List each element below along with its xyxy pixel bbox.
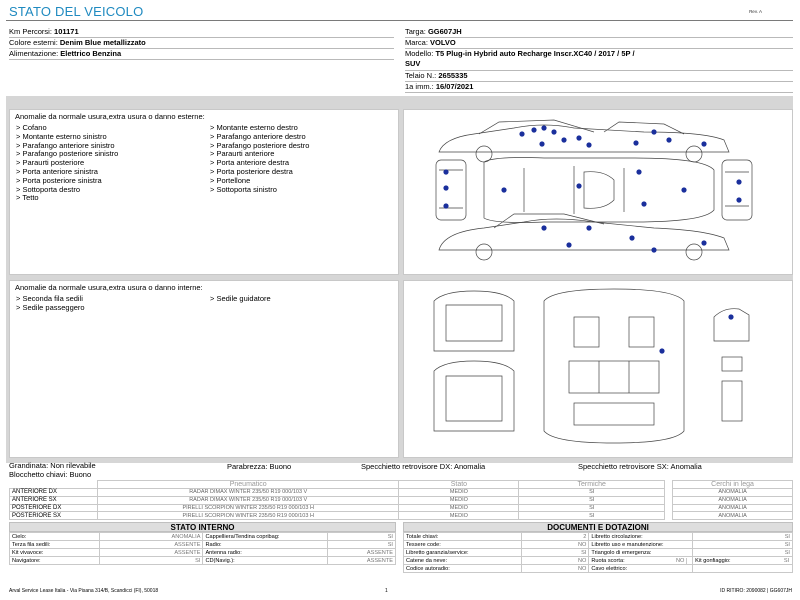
table-row: Terza fila sedili: ASSENTE Radio: SI xyxy=(10,541,396,549)
footer-page-number: 1 xyxy=(385,588,388,594)
specchietto-sx-status: Specchietto retrovisore SX: Anomalia xyxy=(578,462,702,471)
list-item: > Parafango anteriore sinistro xyxy=(16,140,115,150)
status-left xyxy=(9,462,96,479)
targa-row: Targa: GG607JH xyxy=(405,27,793,38)
modello-value: T5 Plug-in Hybrid auto Recharge Inscr.XC40 / 2017 / 5P / xyxy=(435,49,635,58)
table-row: Navigatore: SI CD(Navig.): ASSENTE xyxy=(10,557,396,565)
marca-row: Marca: VOLVO xyxy=(405,38,793,49)
alimentazione-row: Alimentazione: Elettrico Benzina xyxy=(9,49,394,60)
external-list-col1 xyxy=(16,124,118,203)
table-row: ANTERIORE DX RADAR DIMAX WINTER 235/50 R19 000/103 V MEDIO SI ANOMALIA xyxy=(10,489,793,497)
telaio-value: 2655335 xyxy=(438,71,468,80)
list-item: > Parafango posteriore destro xyxy=(210,140,310,150)
footer-id-ritiro: ID RITIRO: 2090082 | GG607JH xyxy=(720,588,792,594)
internal-damage-diagram xyxy=(403,280,793,458)
external-list-col2 xyxy=(210,124,309,194)
page-title: STATO DEL VEICOLO xyxy=(9,4,144,19)
list-item: > Paraurti posteriore xyxy=(16,158,85,168)
external-anomalies-title: Anomalie da normale usura,extra usura o danno esterne: xyxy=(15,112,205,121)
list-item: > Parafango posteriore sinistro xyxy=(16,149,119,159)
footer-company: Arval Service Lease Italia - Via Pisana 314/B, Scandicci (FI), 50018 xyxy=(9,588,159,594)
documenti-title: DOCUMENTI E DOTAZIONI xyxy=(403,522,793,532)
specchietto-dx-status: Specchietto retrovisore DX: Anomalia xyxy=(361,462,486,471)
list-item: > Porta posteriore destra xyxy=(210,166,293,176)
car-interior-diagram xyxy=(404,281,792,457)
title-divider xyxy=(6,20,793,21)
table-row: POSTERIORE SX PIRELLI SCORPION WINTER 235/50 R19 000/103 H MEDIO SI ANOMALIA xyxy=(10,512,793,520)
immatricolazione-row: 1a imm.: 16/07/2021 xyxy=(405,82,793,93)
parabrezza-status: Parabrezza: Buono xyxy=(227,462,292,471)
list-item: > Montante esterno destro xyxy=(210,123,298,132)
list-item: > Porta anteriore destra xyxy=(210,158,290,168)
list-item: > Tetto xyxy=(16,193,39,203)
colore-row: Colore esterni: Denim Blue metallizzato xyxy=(9,38,394,49)
list-item: > Porta anteriore sinistra xyxy=(16,166,98,176)
list-item: > Parafango anteriore destro xyxy=(210,131,306,141)
list-item: > Seconda fila sedili xyxy=(16,294,83,303)
modello-value-cont: SUV xyxy=(405,59,421,68)
list-item: > Sottoporta destro xyxy=(16,184,80,194)
table-row: Codice autoradio: NO Cavo elettrico: xyxy=(404,565,793,573)
list-item: > Montante esterno sinistro xyxy=(16,131,107,141)
external-anomalies-panel xyxy=(9,109,399,275)
modello-row: Modello: T5 Plug-in Hybrid auto Recharge Inscr.XC40 / 2017 / 5P / SUV xyxy=(405,49,793,71)
internal-list-col2 xyxy=(210,295,271,304)
stato-interno-table xyxy=(9,532,396,565)
col-header-cerchi: Cerchi in lega xyxy=(673,481,793,489)
table-row: POSTERIORE DX PIRELLI SCORPION WINTER 235/50 R19 000/103 H MEDIO SI ANOMALIA xyxy=(10,504,793,512)
stato-interno-title: STATO INTERNO xyxy=(9,522,396,532)
table-row: ANTERIORE SX RADAR DIMAX WINTER 235/50 R19 000/103 V MEDIO SI ANOMALIA xyxy=(10,496,793,504)
table-row: Totale chiavi: 2 Libretto circolazione: SI xyxy=(404,533,793,541)
blocchetto-status: Blocchetto chiavi: Buono xyxy=(9,469,92,479)
col-header-stato: Stato xyxy=(399,481,519,489)
km-value: 101171 xyxy=(54,27,79,36)
telaio-row: Telaio N.: 2655335 xyxy=(405,71,793,82)
documenti-box xyxy=(403,522,793,573)
grandinata-status: Grandinata: Non rilevabile xyxy=(9,461,96,470)
table-row: Libretto garanzia/service: SI Triangolo di emergenza: SI xyxy=(404,549,793,557)
car-exterior-diagram xyxy=(404,110,792,274)
colore-value: Denim Blue metallizzato xyxy=(59,38,146,47)
documenti-table xyxy=(403,532,793,573)
table-row: Kit vivavoce: ASSENTE Antenna radio: ASSENTE xyxy=(10,549,396,557)
external-damage-diagram xyxy=(403,109,793,275)
km-row: Km Percorsi: 101171 xyxy=(9,27,394,38)
list-item: > Sedile guidatore xyxy=(210,294,271,303)
tyres-header-row xyxy=(10,481,793,489)
revision-label: Rev. A xyxy=(749,9,762,14)
internal-anomalies-panel xyxy=(9,280,399,458)
table-row: Tessere code: NO Libretto uso e manutenzione: SI xyxy=(404,541,793,549)
internal-anomalies-title: Anomalie da normale usura,extra usura o danno interne: xyxy=(15,283,203,292)
col-header-pneumatico: Pneumatico xyxy=(97,481,399,489)
tyres-table xyxy=(9,480,793,520)
immatricolazione-value: 16/07/2021 xyxy=(435,82,474,91)
targa-value: GG607JH xyxy=(427,27,462,36)
list-item: > Porta posteriore sinistra xyxy=(16,175,102,185)
table-row: Cielo: ANOMALIA Cappelliera/Tendina copribag: SI xyxy=(10,533,396,541)
marca-value: VOLVO xyxy=(430,38,456,47)
list-item: > Sottoporta sinistro xyxy=(210,184,277,194)
stato-interno-box xyxy=(9,522,396,565)
internal-list-col1 xyxy=(16,295,85,313)
list-item: > Cofano xyxy=(16,123,47,132)
list-item: > Portellone xyxy=(210,175,251,185)
table-row: Catene da neve: NO Ruota scorta: NO Kit gonfiaggio: SI xyxy=(404,557,793,565)
alimentazione-value: Elettrico Benzina xyxy=(60,49,122,58)
list-item: > Sedile passeggero xyxy=(16,302,85,312)
list-item: > Paraurti anteriore xyxy=(210,149,275,159)
col-header-termiche: Termiche xyxy=(519,481,665,489)
